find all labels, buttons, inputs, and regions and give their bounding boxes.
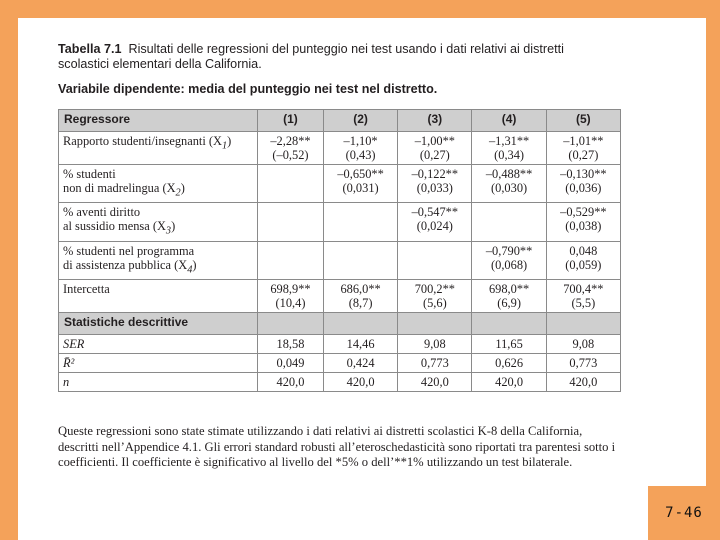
- coef-cell: –1,01** (0,27): [546, 132, 620, 165]
- coef-cell: –0,122** (0,033): [398, 165, 472, 203]
- page-number: 7-46: [665, 505, 703, 521]
- stat-cell: 9,08: [546, 335, 620, 354]
- header-col-3: (3): [398, 110, 472, 132]
- table-row: [59, 165, 621, 203]
- slide-frame-top: [0, 0, 720, 18]
- stat-cell: 420,0: [258, 373, 324, 392]
- table-row: [59, 132, 621, 165]
- stat-cell: 420,0: [546, 373, 620, 392]
- coef-cell: –0,488** (0,030): [472, 165, 546, 203]
- stat-cell: 9,08: [398, 335, 472, 354]
- coef-cell: –0,529** (0,038): [546, 203, 620, 241]
- coef-cell: [323, 241, 397, 279]
- table-caption: [58, 42, 618, 72]
- coef-cell: [258, 165, 324, 203]
- table-row: [59, 203, 621, 241]
- stat-cell: 18,58: [258, 335, 324, 354]
- coef-cell: –0,130** (0,036): [546, 165, 620, 203]
- table-row: [59, 280, 621, 313]
- table-title: Risultati delle regressioni del punteggio nei test usando i dati relativi ai distretti scolastici elementari della California.: [58, 42, 564, 71]
- stat-cell: 420,0: [472, 373, 546, 392]
- stat-cell: 0,773: [546, 354, 620, 373]
- stat-label: R̄²: [59, 354, 258, 373]
- page-number-box: [648, 486, 720, 540]
- table-footnote: Queste regressioni sono state stimate utilizzando i dati relativi ai distretti scolastici K-8 della California, descritti nell’Appendice 4.1. Gli errori standard robusti all’eteroschedasticità sono riportati tra parentesi sotto i coefficienti. Il coefficiente è significativo al livello del *5% o dell’**1% utilizzando un test bilaterale.: [58, 424, 616, 469]
- coef-cell: –0,547** (0,024): [398, 203, 472, 241]
- coef-cell: 700,2** (5,6): [398, 280, 472, 313]
- stats-section-header: [59, 313, 621, 335]
- coef-cell: –0,650** (0,031): [323, 165, 397, 203]
- coef-cell: –1,00** (0,27): [398, 132, 472, 165]
- regressor-label: Intercetta: [59, 280, 258, 313]
- table-header-row: [59, 110, 621, 132]
- slide-frame-left: [0, 0, 18, 540]
- stat-cell: 420,0: [398, 373, 472, 392]
- stat-label: SER: [59, 335, 258, 354]
- coef-cell: [398, 241, 472, 279]
- coef-cell: 700,4** (5,5): [546, 280, 620, 313]
- coef-cell: [472, 203, 546, 241]
- header-col-4: (4): [472, 110, 546, 132]
- coef-cell: –1,10* (0,43): [323, 132, 397, 165]
- coef-cell: [323, 203, 397, 241]
- table-number: Tabella 7.1: [58, 42, 122, 56]
- table-row: [59, 335, 621, 354]
- header-col-5: (5): [546, 110, 620, 132]
- regressor-label: % aventi diritto al sussidio mensa $(X_3)$: [59, 203, 258, 241]
- coef-cell: [258, 241, 324, 279]
- regression-table: [58, 109, 621, 392]
- stat-label: n: [59, 373, 258, 392]
- stat-cell: 420,0: [323, 373, 397, 392]
- table-row: [59, 373, 621, 392]
- header-regressor: Regressore: [59, 110, 258, 132]
- regressor-label: % studenti nel programma di assistenza pubblica $(X_4)$: [59, 241, 258, 279]
- header-col-2: (2): [323, 110, 397, 132]
- regressor-label: % studenti non di madrelingua $(X_2)$: [59, 165, 258, 203]
- coef-cell: 698,9** (10,4): [258, 280, 324, 313]
- table-row: [59, 241, 621, 279]
- stat-cell: 0,049: [258, 354, 324, 373]
- coef-cell: –0,790** (0,068): [472, 241, 546, 279]
- coef-cell: –1,31** (0,34): [472, 132, 546, 165]
- coef-cell: –2,28** (–0,52): [258, 132, 324, 165]
- slide-frame-right: [706, 0, 720, 486]
- stat-cell: 0,424: [323, 354, 397, 373]
- coef-cell: 0,048 (0,059): [546, 241, 620, 279]
- coef-cell: 698,0** (6,9): [472, 280, 546, 313]
- stat-cell: 14,46: [323, 335, 397, 354]
- stat-cell: 0,773: [398, 354, 472, 373]
- coef-cell: 686,0** (8,7): [323, 280, 397, 313]
- coef-cell: [258, 203, 324, 241]
- dependent-variable: Variabile dipendente: media del punteggio nei test nel distretto.: [58, 82, 438, 96]
- stat-cell: 11,65: [472, 335, 546, 354]
- stat-cell: 0,626: [472, 354, 546, 373]
- table-row: [59, 354, 621, 373]
- regressor-label: Rapporto studenti/insegnanti $(X_1)$: [59, 132, 258, 165]
- stats-header-label: Statistiche descrittive: [59, 313, 258, 335]
- header-col-1: (1): [258, 110, 324, 132]
